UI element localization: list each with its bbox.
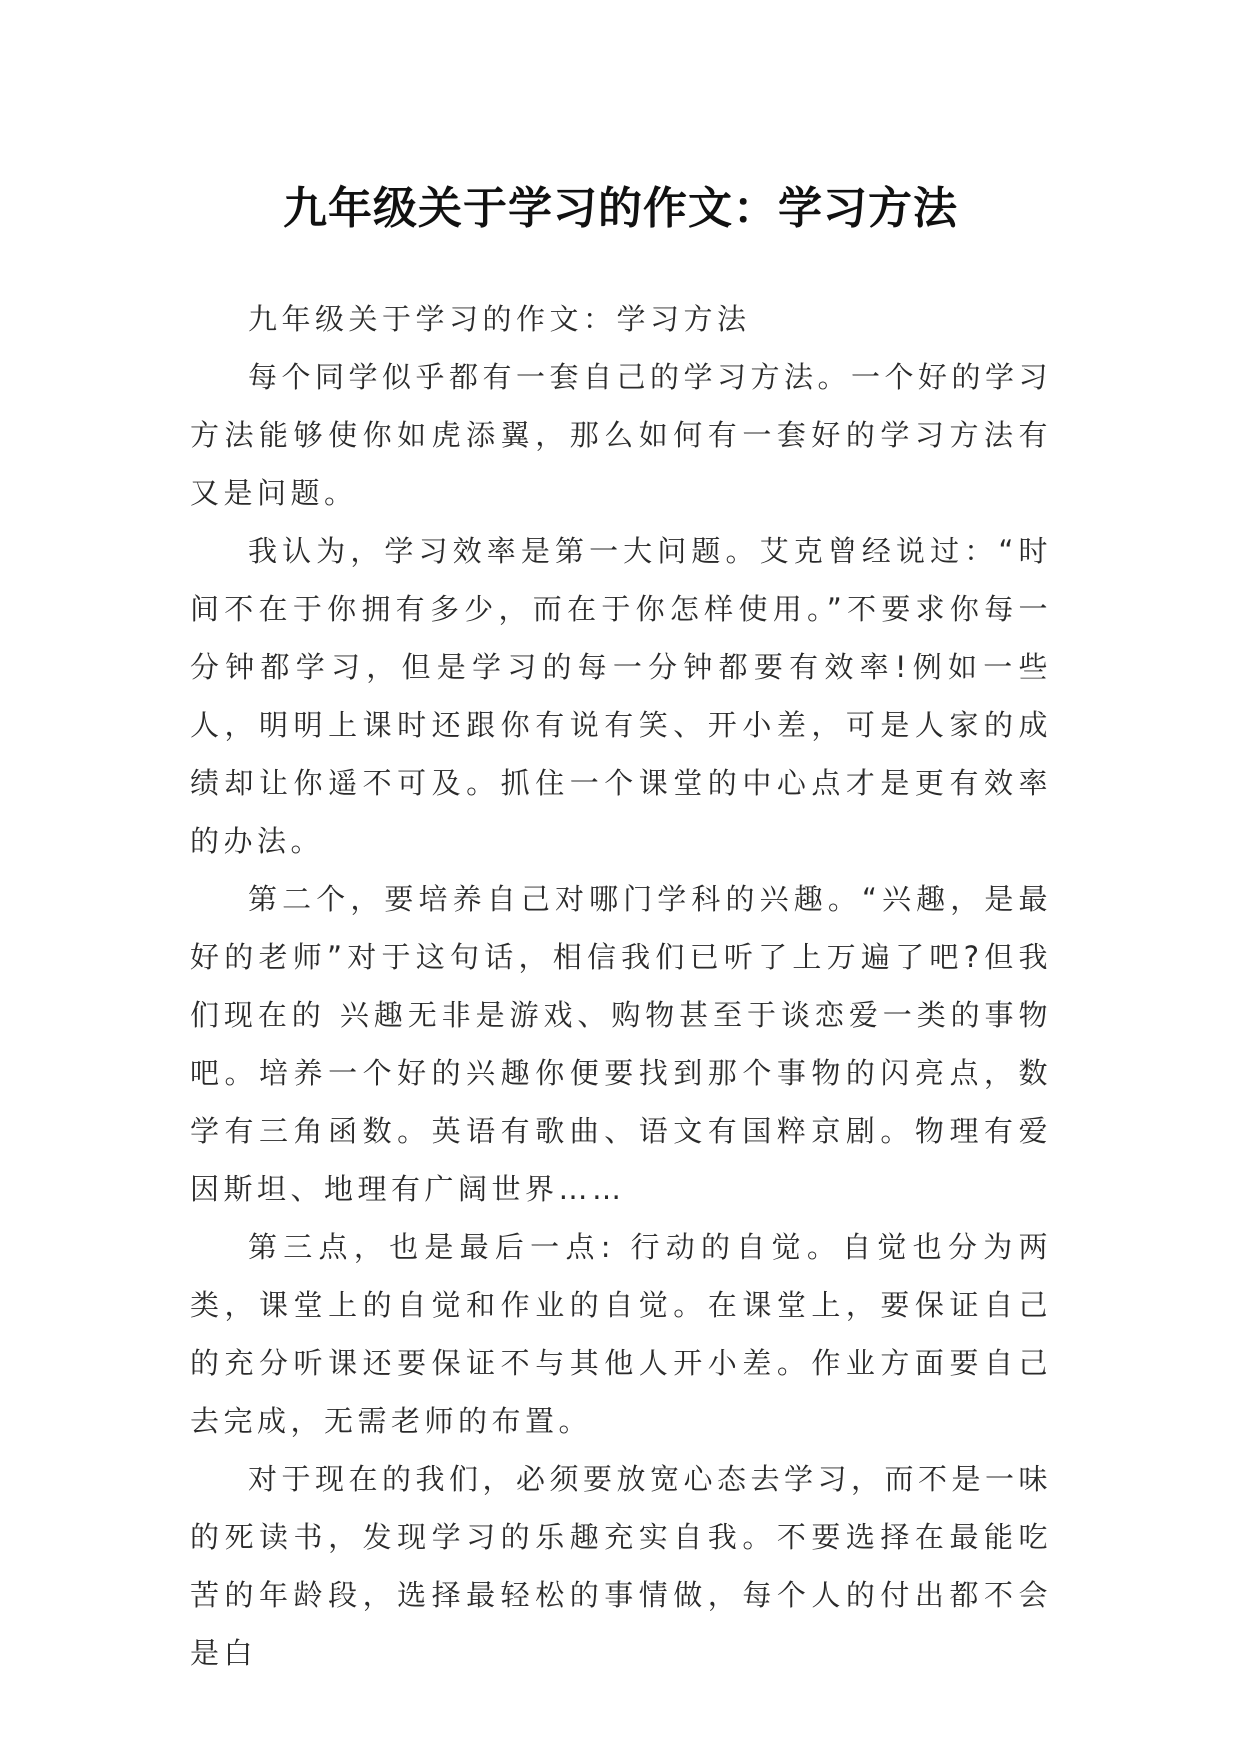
paragraph: 九年级关于学习的作文：学习方法: [248, 302, 751, 336]
paragraph: 我认为，学习效率是第一大问题。艾克曾经说过：“时间不在于你拥有多少，而在于你怎样使用。”不要求你每一分钟都学习，但是学习的每一分钟都要有效率!例如一些人，明明上课时还跟你有说有笑、开小差，可是人家的成绩却让你遥不可及。抓住一个课堂的中心点才是更有效率的办法。: [190, 534, 1052, 858]
paragraph: 第二个，要培养自己对哪门学科的兴趣。“兴趣，是最好的老师”对于这句话，相信我们已听了上万遍了吧?但我们现在的 兴趣无非是游戏、购物甚至于谈恋爱一类的事物吧。培养一个好的兴趣你便要找到那个事物的闪亮点，数学有三角函数。英语有歌曲、语文有国粹京剧。物理有爱因斯坦、地理有广阔世界……: [190, 882, 1052, 1206]
document-body: [190, 290, 1052, 1682]
paragraph: 第三点，也是最后一点: 行动的自觉。自觉也分为两类，课堂上的自觉和作业的自觉。在课堂上，要保证自己的充分听课还要保证不与其他人开小差。作业方面要自己去完成，无需老师的布置。: [190, 1230, 1052, 1438]
paragraph: 每个同学似乎都有一套自己的学习方法。一个好的学习方法能够使你如虎添翼，那么如何有一套好的学习方法有又是问题。: [190, 360, 1053, 510]
document-title: 九年级关于学习的作文：学习方法: [283, 183, 958, 235]
paragraph: 对于现在的我们，必须要放宽心态去学习，而不是一味的死读书，发现学习的乐趣充实自我。不要选择在最能吃苦的年龄段，选择最轻松的事情做，每个人的付出都不会是白: [190, 1462, 1053, 1670]
